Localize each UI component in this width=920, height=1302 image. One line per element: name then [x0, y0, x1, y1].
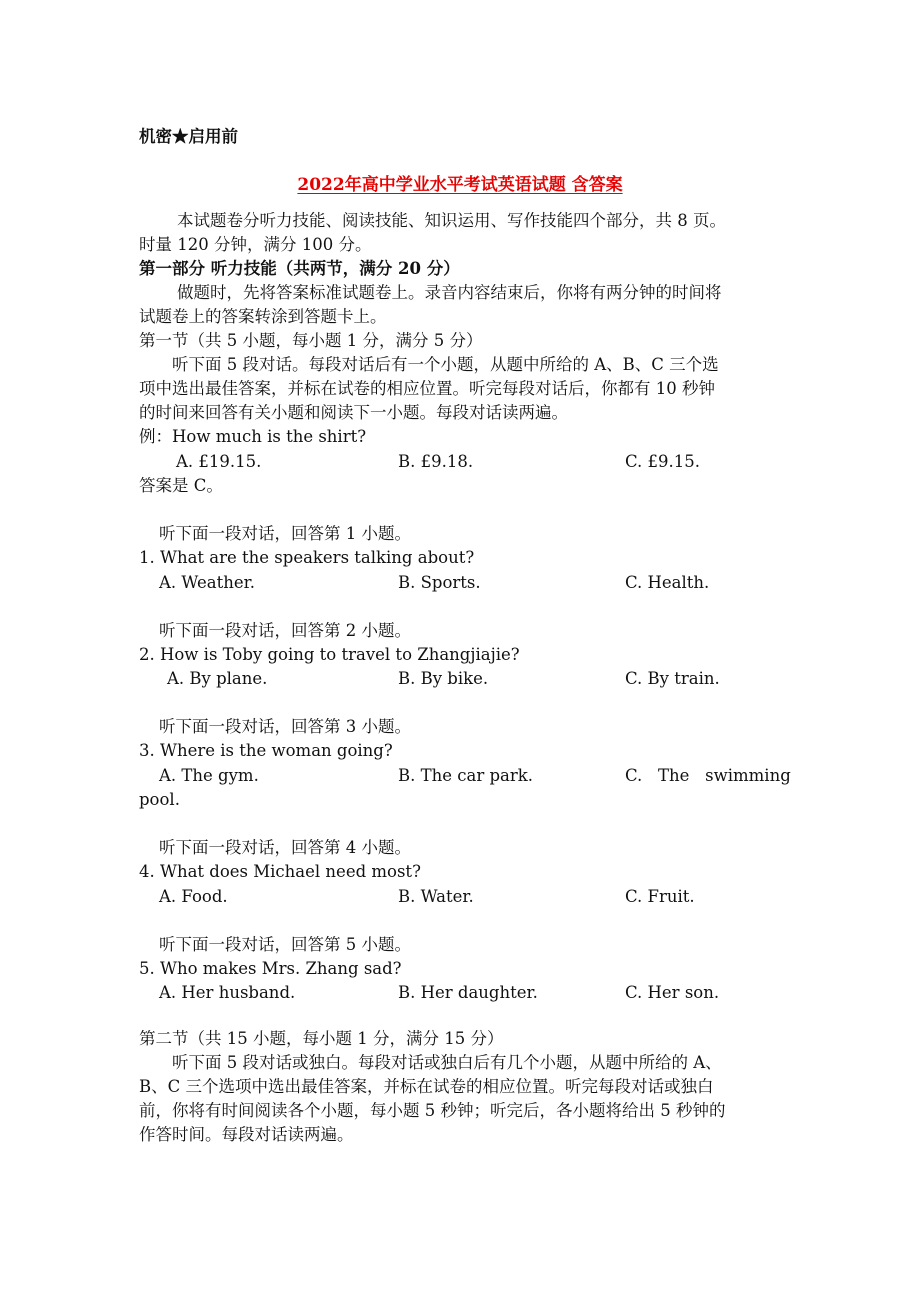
example-option-c: C. £9.15.	[625, 452, 701, 471]
q3-option-c: C. The swimming	[625, 766, 791, 785]
q1-option-b: B. Sports.	[398, 573, 481, 592]
part1-instruction-line-2: 试题卷上的答案转涂到答题卡上。	[139, 307, 387, 326]
q1-option-c: C. Health.	[625, 573, 710, 592]
section1-instruction-line-1: 听下面 5 段对话。每段对话后有一个小题，从题中所给的 A、B、C 三个选	[172, 355, 719, 374]
example-question: 例：How much is the shirt?	[139, 427, 367, 446]
q5-option-b: B. Her daughter.	[398, 983, 538, 1002]
intro-line-2: 时量 120 分钟，满分 100 分。	[139, 235, 372, 254]
part1-heading: 第一部分 听力技能（共两节，满分 20 分）	[139, 259, 460, 278]
example-option-b: B. £9.18.	[398, 452, 474, 471]
example-answer: 答案是 C。	[139, 476, 223, 495]
section1-instruction-line-3: 的时间来回答有关小题和阅读下一小题。每段对话读两遍。	[139, 403, 568, 422]
q4-option-c: C. Fruit.	[625, 887, 695, 906]
page-title	[0, 173, 920, 197]
q1-prompt: 听下面一段对话，回答第 1 小题。	[159, 524, 411, 543]
section2-instruction-line-4: 作答时间。每段对话读两遍。	[139, 1125, 354, 1144]
q4-option-a: A. Food.	[159, 887, 228, 906]
q4-option-b: B. Water.	[398, 887, 474, 906]
q4-question: 4. What does Michael need most?	[139, 862, 421, 881]
section1-instruction-line-2: 项中选出最佳答案，并标在试卷的相应位置。听完每段对话后，你都有 10 秒钟	[139, 379, 715, 398]
intro-line-1: 本试题卷分听力技能、阅读技能、知识运用、写作技能四个部分，共 8 页。	[177, 211, 726, 230]
q5-question: 5. Who makes Mrs. Zhang sad?	[139, 959, 402, 978]
q3-option-a: A. The gym.	[159, 766, 259, 785]
q3-option-b: B. The car park.	[398, 766, 533, 785]
q2-option-b: B. By bike.	[398, 669, 489, 688]
section2-instruction-line-2: B、C 三个选项中选出最佳答案，并标在试卷的相应位置。听完每段对话或独白	[139, 1077, 714, 1096]
q1-question: 1. What are the speakers talking about?	[139, 548, 475, 567]
q5-option-a: A. Her husband.	[159, 983, 296, 1002]
q2-option-a: A. By plane.	[167, 669, 268, 688]
q5-option-c: C. Her son.	[625, 983, 720, 1002]
title-text: 2022年高中学业水平考试英语试题 含答案	[297, 175, 623, 195]
section2-heading: 第二节（共 15 小题，每小题 1 分，满分 15 分）	[139, 1029, 504, 1048]
part1-instruction-line-1: 做题时，先将答案标准试题卷上。录音内容结束后，你将有两分钟的时间将	[177, 283, 722, 302]
confidential-label: 机密★启用前	[139, 127, 238, 146]
q1-option-a: A. Weather.	[159, 573, 255, 592]
q2-option-c: C. By train.	[625, 669, 720, 688]
q3-question: 3. Where is the woman going?	[139, 741, 393, 760]
q3-option-c-continued: pool.	[139, 790, 180, 809]
q4-prompt: 听下面一段对话，回答第 4 小题。	[159, 838, 411, 857]
section1-heading: 第一节（共 5 小题，每小题 1 分，满分 5 分）	[139, 331, 483, 350]
example-option-a: A. £19.15.	[176, 452, 262, 471]
section2-instruction-line-1: 听下面 5 段对话或独白。每段对话或独白后有几个小题，从题中所给的 A、	[172, 1053, 722, 1072]
q2-prompt: 听下面一段对话，回答第 2 小题。	[159, 621, 411, 640]
q2-question: 2. How is Toby going to travel to Zhangjiajie?	[139, 645, 520, 664]
q5-prompt: 听下面一段对话，回答第 5 小题。	[159, 935, 411, 954]
q3-prompt: 听下面一段对话，回答第 3 小题。	[159, 717, 411, 736]
section2-instruction-line-3: 前，你将有时间阅读各个小题，每小题 5 秒钟；听完后，各小题将给出 5 秒钟的	[139, 1101, 726, 1120]
